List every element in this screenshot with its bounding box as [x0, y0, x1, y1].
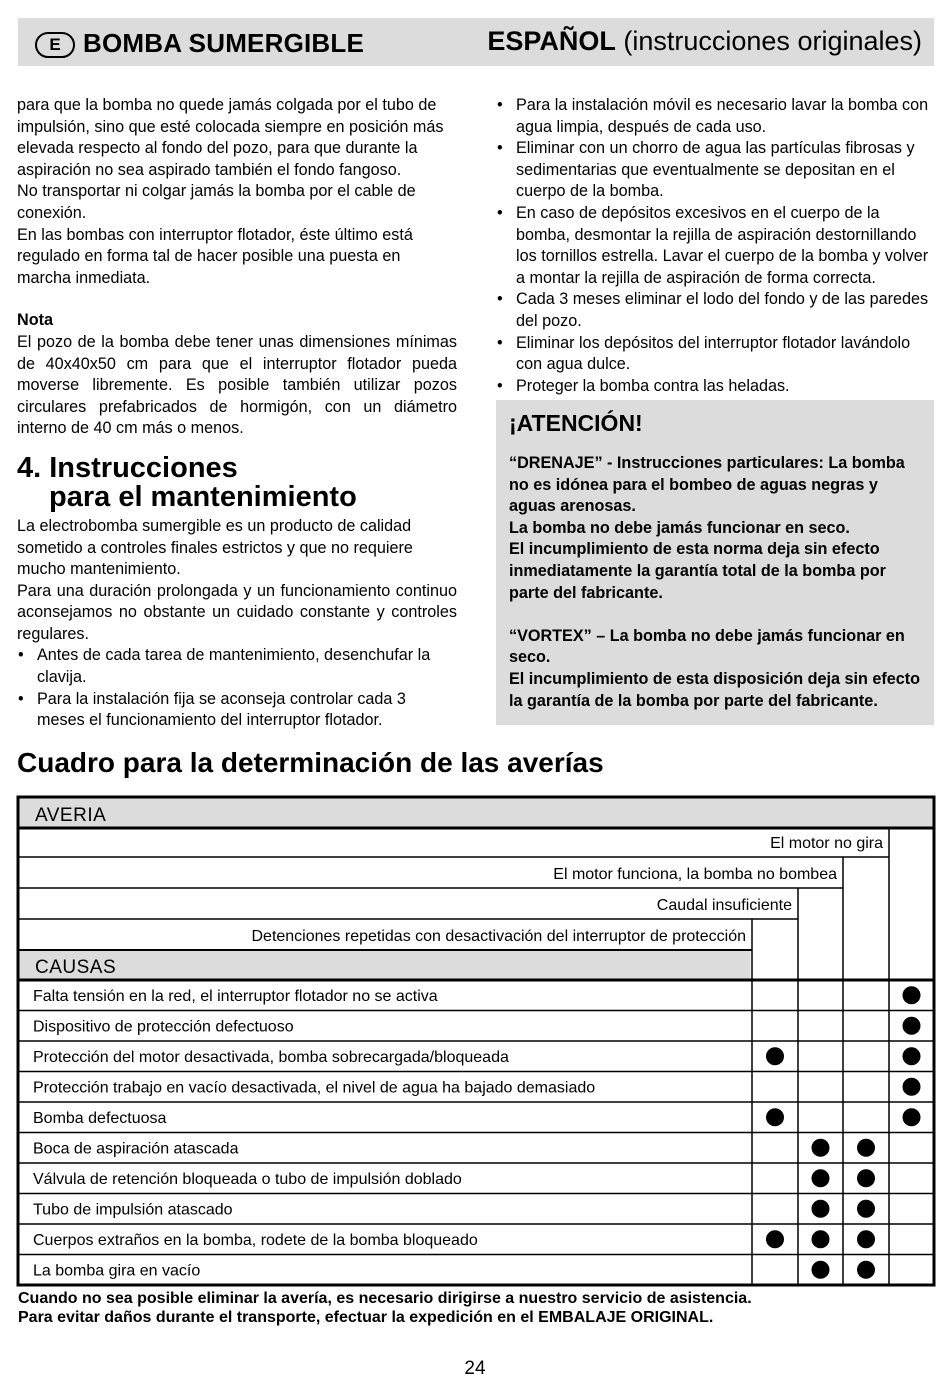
intro-paragraph: No transportar ni colgar jamás la bomba por el cable de conexión.	[17, 182, 416, 222]
fault-mark-dot	[766, 1108, 784, 1126]
vortex-text: “VORTEX” – La bomba no debe jamás funcionar en seco.	[509, 626, 905, 667]
bullet-item: • Eliminar los depósitos del interruptor flotador lavándolo con agua dulce.	[496, 333, 936, 376]
footer-line: Para evitar daños durante el transporte, efectuar la expedición en el EMBALAJE ORIGINAL.	[18, 1309, 714, 1326]
fault-mark-dot	[857, 1200, 875, 1218]
cause-label: Protección del motor desactivada, bomba sobrecargada/bloqueada	[33, 1049, 509, 1066]
fault-mark-dot	[903, 986, 921, 1004]
bullet-item: • Proteger la bomba contra las heladas.	[496, 376, 936, 398]
fault-mark-dot	[812, 1169, 830, 1187]
bullet-item: • Cada 3 meses eliminar el lodo del fondo y de las paredes del pozo.	[496, 289, 936, 332]
cause-label: Válvula de retención bloqueada o tubo de impulsión doblado	[33, 1171, 462, 1188]
cause-label: Protección trabajo en vacío desactivada, el nivel de agua ha bajado demasiado	[33, 1079, 596, 1097]
cause-label: Boca de aspiración atascada	[33, 1140, 239, 1158]
drenaje-text: La bomba no debe jamás funcionar en seco.	[509, 518, 850, 537]
fault-mark-dot	[903, 1017, 921, 1035]
bullet-item: • Antes de cada tarea de mantenimiento, desenchufar la clavija.	[17, 645, 457, 688]
maintenance-paragraph: Para una duración prolongada y un funcionamiento continuo aconsejamos no obstante un cuidado constante y controles regulares.	[17, 581, 457, 643]
attention-title: ¡ATENCIÓN!	[509, 410, 643, 436]
footer-note	[18, 1289, 752, 1327]
fault-mark-dot	[812, 1230, 830, 1248]
fault-mark-dot	[812, 1200, 830, 1218]
vortex-text: El incumplimiento de esta disposición deja sin efecto la garantía de la bomba por parte del fabricante.	[509, 669, 921, 710]
fault-table-title: Cuadro para la determinación de las averías	[17, 747, 604, 778]
cause-label: Falta tensión en la red, el interruptor flotador no se activa	[33, 988, 438, 1005]
intro-paragraph: para que la bomba no quede jamás colgada por el tubo de impulsión, sino que esté colocada siempre en posición más elevada respecto al fondo del pozo, para que durante la aspiración no sea aspirado también el fondo fangoso.	[17, 96, 444, 179]
bullet-item: • Para la instalación móvil es necesario lavar la bomba con agua limpia, después de cada uso.	[496, 95, 936, 138]
maintenance-paragraph: La electrobomba sumergible es un producto de calidad sometido a controles finales estrictos y que no requiere mucho mantenimiento.	[17, 516, 413, 579]
page-number: 24	[464, 1358, 486, 1379]
cause-label: Bomba defectuosa	[33, 1110, 167, 1127]
fault-header: El motor funciona, la bomba no bombea	[553, 866, 837, 883]
fault-mark-dot	[766, 1047, 784, 1065]
fault-mark-dot	[812, 1139, 830, 1157]
causas-header-bg	[20, 951, 751, 979]
cause-label: Dispositivo de protección defectuoso	[33, 1018, 294, 1036]
language-badge: E	[35, 32, 75, 58]
bullet-item: • En caso de depósitos excesivos en el cuerpo de la bomba, desmontar la rejilla de aspiración destornillando los tornillos estrella. Lavar el cuerpo de la bomba y volver a montar la rejilla de aspiración de forma correcta.	[496, 203, 936, 289]
fault-mark-dot	[857, 1230, 875, 1248]
fault-header: El motor no gira	[770, 835, 883, 852]
fault-header: Caudal insuficiente	[656, 897, 792, 914]
bullet-item: • Para la instalación fija se aconseja controlar cada 3 meses el funcionamiento del interruptor flotador.	[17, 689, 457, 732]
fault-mark-dot	[903, 1108, 921, 1126]
fault-mark-dot	[812, 1261, 830, 1279]
nota-text: El pozo de la bomba debe tener unas dimensiones mínimas de 40x40x50 cm para que el interruptor flotador pueda moverse libremente. Es posible también utilizar pozos circulares prefabricados de hormigón, con un diámetro interno de 40 cm más o menos.	[17, 332, 457, 438]
fault-mark-dot	[766, 1230, 784, 1248]
fault-mark-dot	[903, 1047, 921, 1065]
fault-mark-dot	[857, 1169, 875, 1187]
cause-label: Tubo de impulsión atascado	[33, 1201, 233, 1219]
drenaje-text: “DRENAJE” - Instrucciones particulares: La bomba no es idónea para el bombeo de aguas negras y aguas arenosas.	[509, 454, 905, 516]
maintenance-heading-line1: 4. Instrucciones	[17, 451, 238, 484]
fault-header: Detenciones repetidas con desactivación del interruptor de protección	[251, 928, 746, 945]
footer-line: Cuando no sea posible eliminar la avería, es necesario dirigirse a nuestro servicio de asistencia.	[18, 1290, 752, 1307]
fault-mark-dot	[857, 1139, 875, 1157]
averia-label: AVERIA	[35, 805, 107, 826]
fault-mark-dot	[857, 1261, 875, 1279]
language-suffix: (instrucciones originales)	[623, 26, 922, 56]
drenaje-text: El incumplimiento de esta norma deja sin efecto inmediatamente la garantía total de la bomba por parte del fabricante.	[509, 540, 886, 602]
cause-label: Cuerpos extraños en la bomba, rodete de la bomba bloqueado	[33, 1232, 478, 1249]
document-title: BOMBA SUMERGIBLE	[83, 28, 365, 58]
language-name: ESPAÑOL	[487, 26, 616, 56]
cause-label: La bomba gira en vacío	[33, 1262, 201, 1280]
causas-label: CAUSAS	[35, 957, 117, 978]
nota-title: Nota	[17, 311, 53, 330]
bullet-item: • Eliminar con un chorro de agua las partículas fibrosas y sedimentarias que eventualmente se depositan en el cuerpo de la bomba.	[496, 138, 936, 203]
intro-paragraph: En las bombas con interruptor flotador, éste último está regulado en forma tal de hacer posible una puesta en marcha inmediata.	[17, 225, 413, 287]
maintenance-heading-line2: para el mantenimiento	[49, 480, 357, 513]
averia-header-bg	[20, 799, 933, 828]
fault-mark-dot	[903, 1078, 921, 1096]
